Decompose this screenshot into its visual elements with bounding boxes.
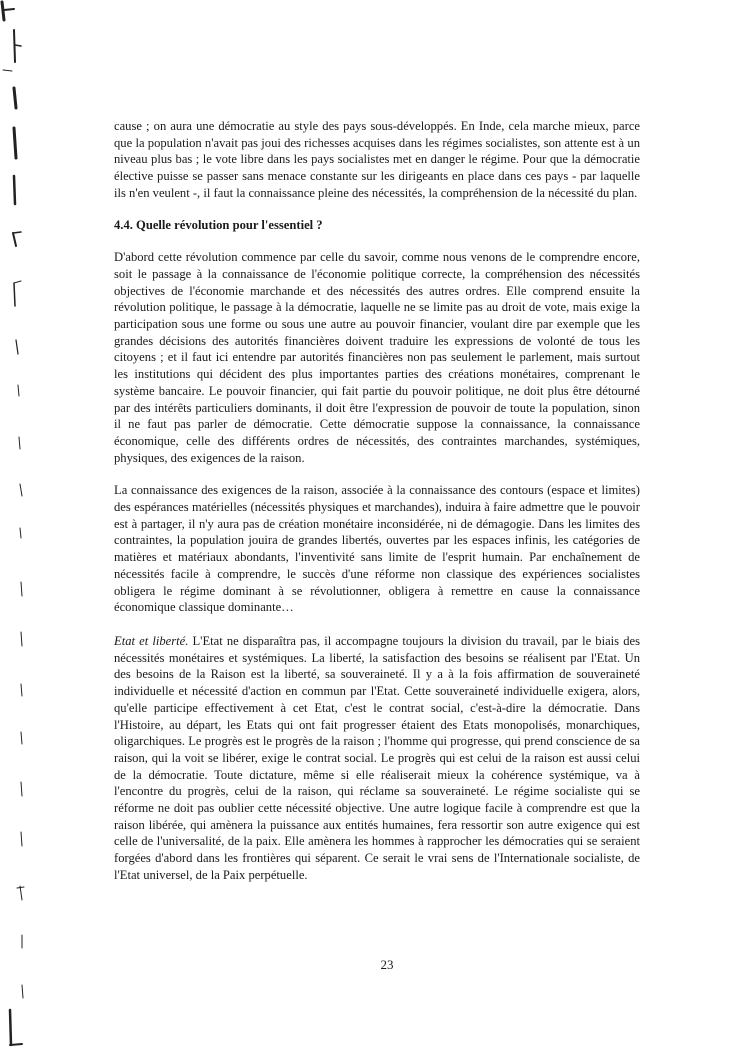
body-text bbox=[114, 118, 640, 884]
paragraph-lead: Etat et liberté. bbox=[114, 633, 189, 648]
paragraph-state-liberty bbox=[114, 633, 640, 884]
binding-margin-marks bbox=[0, 0, 40, 1053]
paragraph-intro: cause ; on aura une démocratie au style des pays sous-développés. En Inde, cela marche mieux, parce que la population n'avait pas joui des richesses acquises dans les régimes socialistes, son attente est à un niveau plus bas ; le vote libre dans les pays socialistes met en danger le régime. Pour que la démocratie élective puisse se passer sans menace constante sur les dirigeants en place dans ces pays - par laquelle ils n'en veulent -, il faut la connaissance pleine des nécessités, la compréhension de la nécessité du plan. bbox=[114, 119, 640, 200]
paragraph-revolution: D'abord cette révolution commence par celle du savoir, comme nous venons de le comprendre encore, soit le passage à la connaissance de l'économie politique correcte, la compréhension des nécessités objectives de l'économie marchande et des nécessités des autres ordres. Elle comprend ensuite la révolution politique, le passage à la démocratie, laquelle ne se limite pas au droit de vote, mais exige la participation sous une forme ou sous une autre au pouvoir financier, voulant dire par exemple que les grandes décisions des autorités financières doivent traduire les expressions de volonté de tous les citoyens ; et il faut ici entendre par autorités financières non pas seulement le parlement, mais surtout les institutions qui décident des plus importantes parties des créations monétaires, comprenant le système bancaire. Le pouvoir financier, qui fait partie du pouvoir politique, ne doit plus être détourné par des intérêts particuliers dominants, il doit être l'expression de pouvoir de toute la population, sinon il ne faut pas parler de démocratie. Cette démocratie suppose la connaissance, la connaissance économique, celle des différents ordres de nécessités, des contraintes marchandes, systémiques, physiques, des exigences de la raison. bbox=[114, 250, 640, 465]
paragraph-state-liberty-text: L'Etat ne disparaîtra pas, il accompagne toujours la division du travail, par le biais des nécessités monétaires et systémiques. La liberté, la satisfaction des besoins se réalisent par l'Etat. Un des besoins de la Raison est la liberté, sa souveraineté. Il y a à la fois affirmation de souveraineté individuelle et nécessité d'action en commun par l'Etat. Cette souveraineté individuelle exigera, alors, qu'elle participe effectivement à cet Etat, c'est le contrat social, c'est-à-dire la démocratie. Dans l'Histoire, au départ, les Etats qui ont fait progresser étaient des Etats monopolisés, monarchiques, oligarchiques. Le progrès est le progrès de la raison ; l'homme qui progresse, qui prend conscience de sa raison, qui la voit se libérer, exige le contrat social. Le progrès qui est celui de la raison est aussi celui de la démocratie. Toute dictature, même si elle réaliserait mieux la cohérence systémique, va à l'encontre du progrès, celui de la raison, qui réclame sa souveraineté. Le régime socialiste qui se réforme ne doit pas oublier cette nécessité objective. Une autre logique facile à comprendre est que la raison libérée, qui amènera la puissance aux entités humaines, fera ressortir son autre exigence qui est celle de l'universalité, de la paix. Elle amènera les hommes à rapprocher les démocraties qui se seraient forgées d'abord dans les frontières qui séparent. Ce serait le vrai sens de l'Internationale socialiste, de l'Etat universel, de la Paix perpétuelle. bbox=[114, 633, 640, 882]
page-number: 23 bbox=[380, 957, 394, 972]
paragraph-reason: La connaissance des exigences de la raison, associée à la connaissance des contours (espace et limites) des espérances matérielles (nécessités physiques et marchandes), induira à faire admettre que le pouvoir est à partager, il n'y aura pas de création monétaire inconsidérée, ni de démagogie. Dans les limites des contraintes, la population jouira de grandes libertés, ouvertes par les espaces infinis, les catégories de matières et matériaux abondants, l'inventivité sans limite de l'esprit humain. Par enchaînement de nécessités facile à comprendre, le succès d'une réforme non classique des expériences socialistes obligera le régime dominant à se révolutionner, obligera à remettre en cause la connaissance économique classique dominante… bbox=[114, 483, 640, 615]
section-heading: 4.4. Quelle révolution pour l'essentiel ? bbox=[114, 217, 323, 232]
